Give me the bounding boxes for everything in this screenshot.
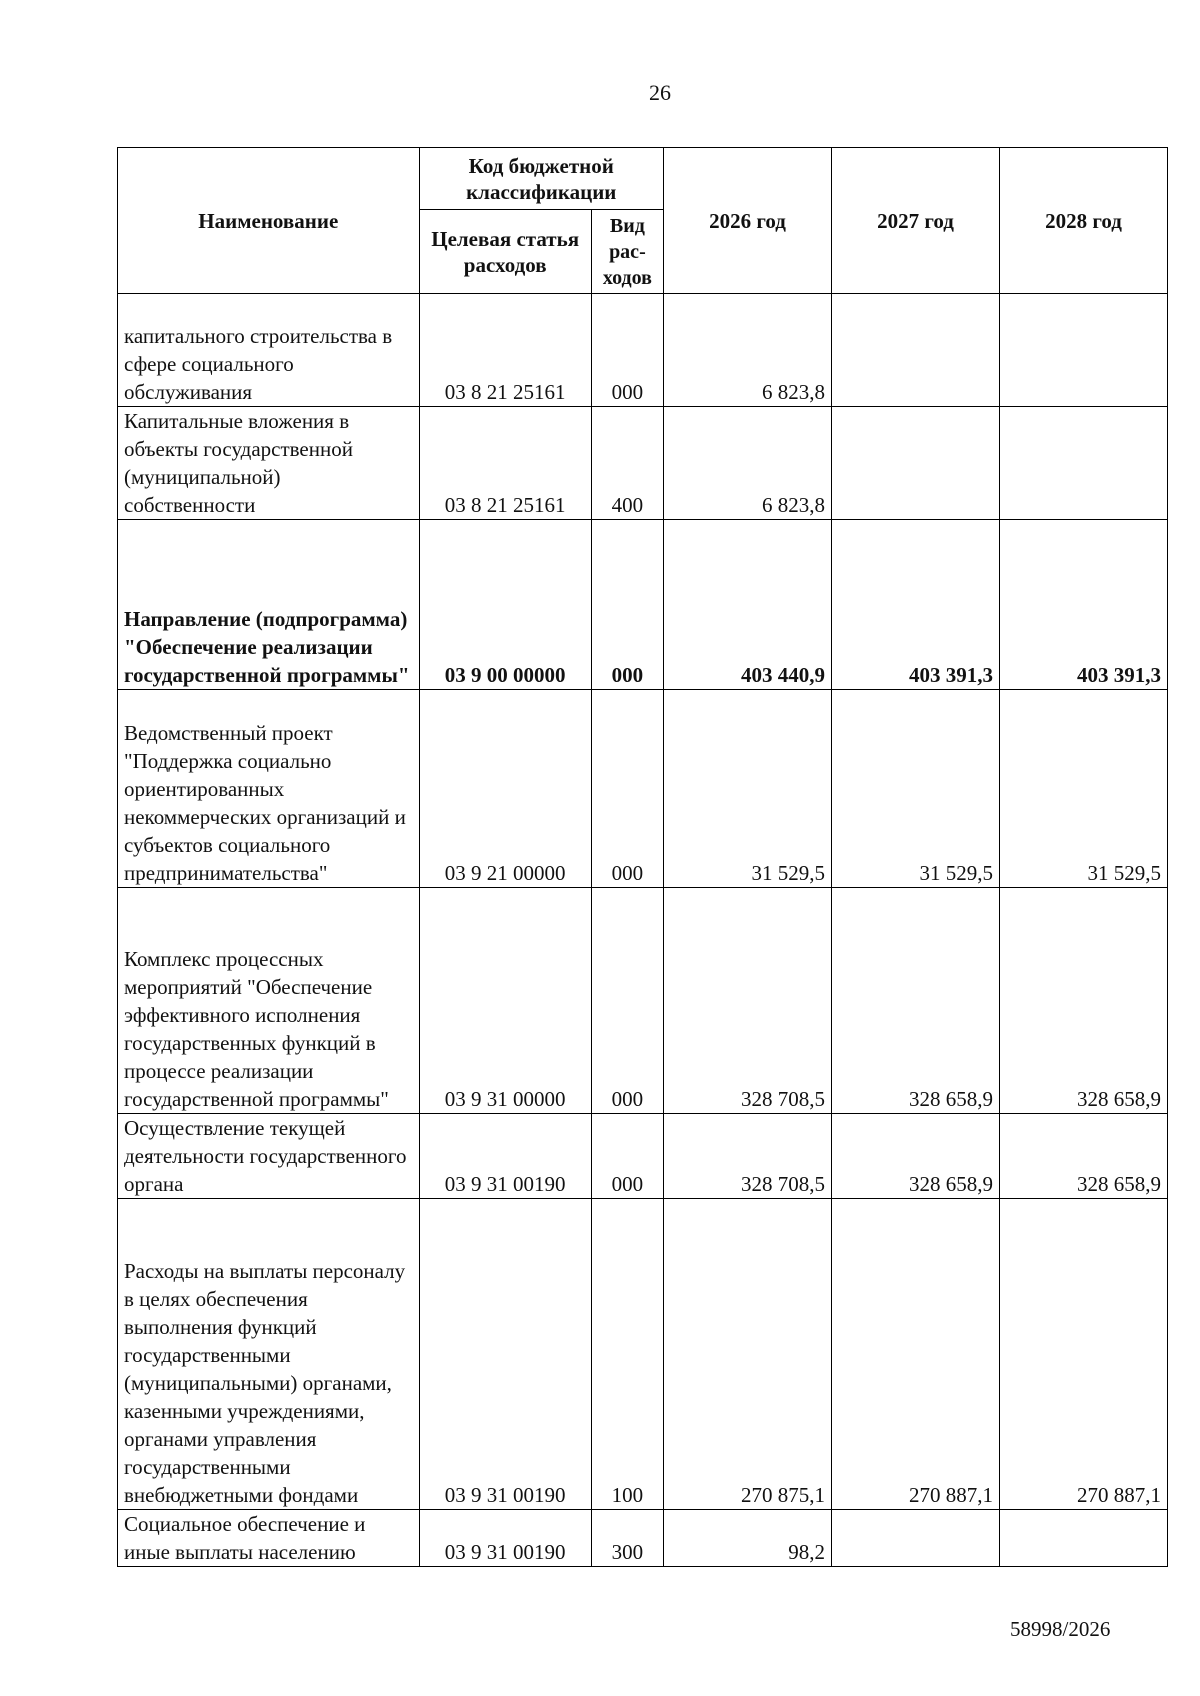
row-2026-cell: 31 529,5 (663, 690, 831, 888)
table-row (118, 1510, 1168, 1567)
table-row (118, 690, 1168, 888)
row-2027-cell (831, 1510, 999, 1567)
row-2028-cell (999, 1510, 1167, 1567)
row-2026-cell: 270 875,1 (663, 1199, 831, 1510)
row-2027-cell: 31 529,5 (831, 690, 999, 888)
row-kbk-cell: 03 9 31 00190 (419, 1510, 591, 1567)
row-vid-cell: 400 (591, 407, 663, 520)
row-kbk-cell: 03 8 21 25161 (419, 407, 591, 520)
row-2027-cell: 328 658,9 (831, 1114, 999, 1199)
row-2027-cell: 328 658,9 (831, 888, 999, 1114)
row-2028-cell (999, 294, 1167, 407)
row-2028-cell: 328 658,9 (999, 1114, 1167, 1199)
header-name: Наименование (118, 148, 420, 294)
row-vid-cell: 100 (591, 1199, 663, 1510)
row-vid-cell: 000 (591, 520, 663, 690)
row-2026-cell: 6 823,8 (663, 294, 831, 407)
row-name-cell: Ведомственный проект "Поддержка социально ориентированных некоммерческих организаций и субъектов социального предпринимательства" (118, 690, 420, 888)
row-2026-cell: 98,2 (663, 1510, 831, 1567)
header-kbk-group: Код бюджетной классификации (419, 148, 663, 210)
row-name-cell: Комплекс процессных мероприятий "Обеспечение эффективного исполнения государственных функций в процессе реализации государственной программы" (118, 888, 420, 1114)
table-row (118, 888, 1168, 1114)
row-2026-cell: 6 823,8 (663, 407, 831, 520)
table-row (118, 1199, 1168, 1510)
document-number: 58998/2026 (1010, 1617, 1111, 1641)
row-2026-cell: 328 708,5 (663, 888, 831, 1114)
row-vid-cell: 000 (591, 690, 663, 888)
row-2028-cell: 328 658,9 (999, 888, 1167, 1114)
budget-table (117, 147, 1168, 1567)
row-name-cell: Направление (подпрограмма) "Обеспечение реализации государственной программы" (118, 520, 420, 690)
row-name-cell: Капитальные вложения в объекты государственной (муниципальной) собственности (118, 407, 420, 520)
row-name-cell: Социальное обеспечение и иные выплаты населению (118, 1510, 420, 1567)
header-year-2028: 2028 год (999, 148, 1167, 294)
row-2026-cell: 403 440,9 (663, 520, 831, 690)
row-name-cell: Расходы на выплаты персоналу в целях обеспечения выполнения функций государственными (муниципальными) органами, казенными учреждениями, органами управления государственными внебюджетными фондами (118, 1199, 420, 1510)
row-name-cell: капитального строительства в сфере социального обслуживания (118, 294, 420, 407)
row-2028-cell: 403 391,3 (999, 520, 1167, 690)
row-2027-cell (831, 294, 999, 407)
row-name-cell: Осуществление текущей деятельности государственного органа (118, 1114, 420, 1199)
header-target-article: Целевая статья расходов (419, 210, 591, 294)
row-kbk-cell: 03 9 21 00000 (419, 690, 591, 888)
table-row (118, 520, 1168, 690)
header-year-2027: 2027 год (831, 148, 999, 294)
row-2027-cell (831, 407, 999, 520)
row-vid-cell: 000 (591, 888, 663, 1114)
row-2027-cell: 403 391,3 (831, 520, 999, 690)
row-kbk-cell: 03 9 31 00190 (419, 1199, 591, 1510)
row-kbk-cell: 03 8 21 25161 (419, 294, 591, 407)
row-kbk-cell: 03 9 31 00000 (419, 888, 591, 1114)
page-number: 26 (649, 80, 671, 105)
table-row (118, 1114, 1168, 1199)
row-2028-cell: 31 529,5 (999, 690, 1167, 888)
row-kbk-cell: 03 9 31 00190 (419, 1114, 591, 1199)
table-body (118, 294, 1168, 1567)
table-row (118, 407, 1168, 520)
row-vid-cell: 000 (591, 1114, 663, 1199)
row-2027-cell: 270 887,1 (831, 1199, 999, 1510)
row-vid-cell: 300 (591, 1510, 663, 1567)
row-kbk-cell: 03 9 00 00000 (419, 520, 591, 690)
row-2026-cell: 328 708,5 (663, 1114, 831, 1199)
table-row (118, 294, 1168, 407)
row-2028-cell: 270 887,1 (999, 1199, 1167, 1510)
row-vid-cell: 000 (591, 294, 663, 407)
header-expense-type: Вид рас-ходов (591, 210, 663, 294)
header-year-2026: 2026 год (663, 148, 831, 294)
row-2028-cell (999, 407, 1167, 520)
